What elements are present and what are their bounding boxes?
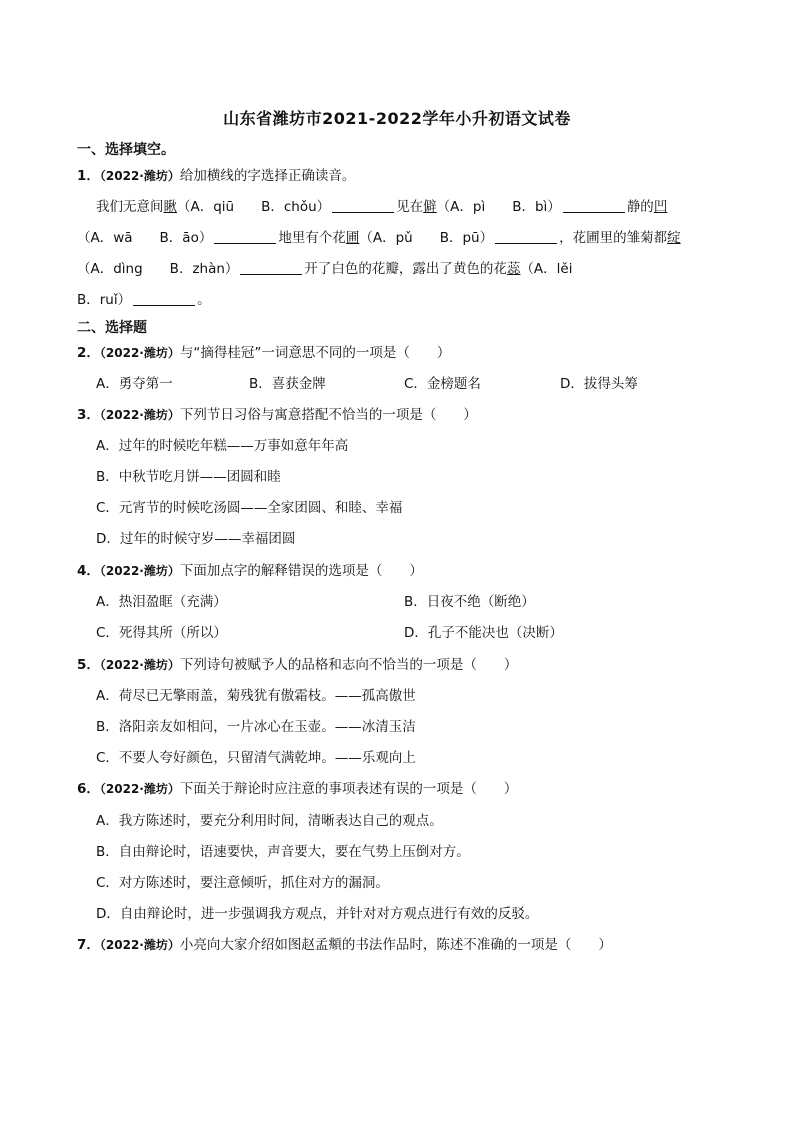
question-6-option-d[interactable]: D．自由辩论时，进一步强调我方观点，并针对对方观点进行有效的反驳。 — [96, 906, 539, 922]
page-title: 山东省潍坊市2021-2022学年小升初语文试卷 — [223, 109, 571, 128]
section-heading-1: 一、选择填空。 — [77, 142, 175, 158]
answer-blank[interactable] — [563, 198, 625, 213]
question-6-option-a[interactable]: A．我方陈述时，要充分利用时间，清晰表达自己的观点。 — [96, 813, 443, 829]
answer-blank[interactable] — [133, 291, 195, 306]
question-5-option-b[interactable]: B．洛阳亲友如相问，一片冰心在玉壶。——冰清玉洁 — [96, 719, 416, 735]
underlined-char: 瞅 — [163, 199, 177, 215]
answer-blank[interactable] — [240, 260, 302, 275]
underlined-char: 凹 — [653, 199, 668, 215]
question-2-option-a[interactable]: A．勇夺第一 — [96, 376, 173, 392]
question-4-option-a[interactable]: A．热泪盈眶（充满） — [96, 594, 227, 610]
question-3-option-d[interactable]: D．过年的时候守岁——幸福团圆 — [96, 531, 296, 547]
question-3-option-b[interactable]: B．中秋节吃月饼——团圆和睦 — [96, 469, 281, 485]
question-1-line-2: （A．wā B．āo） 地里有个花圃（A．pǔ B．pū） ，花圃里的雏菊都绽 — [77, 230, 681, 246]
underlined-char: 绽 — [667, 230, 681, 246]
question-text: 给加横线的字选择正确读音。 — [179, 168, 356, 184]
underlined-char: 圃 — [345, 230, 360, 246]
question-4-option-b[interactable]: B．日夜不绝（断绝） — [404, 594, 535, 610]
question-4-option-c[interactable]: C．死得其所（所以） — [96, 625, 227, 641]
question-5-option-c[interactable]: C．不要人夸好颜色，只留清气满乾坤。——乐观向上 — [96, 750, 416, 766]
question-2-stem: 2．（2022·潍坊）与“摘得桂冠”一词意思不同的一项是（ ） — [77, 345, 451, 361]
question-2-option-d[interactable]: D．拔得头筹 — [560, 376, 638, 392]
section-heading-2: 二、选择题 — [77, 320, 147, 336]
question-source: （2022·潍坊） — [99, 169, 180, 183]
answer-blank[interactable] — [214, 229, 276, 244]
question-6-stem: 6．（2022·潍坊）下面关于辩论时应注意的事项表述有误的一项是（ ） — [77, 781, 518, 797]
question-6-option-b[interactable]: B．自由辩论时，语速要快，声音要大，要在气势上压倒对方。 — [96, 844, 470, 860]
question-1-line-3: （A．dìng B．zhàn） 开了白色的花瓣，露出了黄色的花蕊（A．lěi — [77, 261, 573, 277]
question-number: 1． — [77, 168, 100, 184]
question-6-option-c[interactable]: C．对方陈述时，要注意倾听，抓住对方的漏洞。 — [96, 875, 389, 891]
answer-blank[interactable] — [495, 229, 557, 244]
underlined-char: 僻 — [423, 199, 437, 215]
question-5-option-a[interactable]: A．荷尽已无擎雨盖，菊残犹有傲霜枝。——孤高傲世 — [96, 688, 416, 704]
question-7-stem: 7．（2022·潍坊）小亮向大家介绍如图赵孟頫的书法作品时，陈述不准确的一项是（ ） — [77, 937, 612, 953]
question-3-option-a[interactable]: A．过年的时候吃年糕——万事如意年年高 — [96, 438, 349, 454]
question-3-option-c[interactable]: C．元宵节的时候吃汤圆——全家团圆、和睦、幸福 — [96, 500, 403, 516]
answer-blank[interactable] — [332, 198, 394, 213]
question-1-line-1: 我们无意间瞅（A．qiū B．chǒu） 见在僻（A．pì B．bì） 静的凹 — [96, 199, 668, 215]
question-2-option-b[interactable]: B．喜获金牌 — [249, 376, 326, 392]
question-1-stem — [77, 166, 355, 186]
question-2-option-c[interactable]: C．金榜题名 — [404, 376, 481, 392]
question-4-stem: 4．（2022·潍坊）下面加点字的解释错误的选项是（ ） — [77, 563, 423, 579]
underlined-char: 蕊 — [506, 261, 521, 277]
question-5-stem: 5．（2022·潍坊）下列诗句被赋予人的品格和志向不恰当的一项是（ ） — [77, 657, 518, 673]
question-4-option-d[interactable]: D．孔子不能决也（决断） — [404, 625, 563, 641]
question-3-stem: 3．（2022·潍坊）下列节日习俗与寓意搭配不恰当的一项是（ ） — [77, 407, 477, 423]
question-1-line-4: B．ruǐ） 。 — [77, 292, 211, 308]
